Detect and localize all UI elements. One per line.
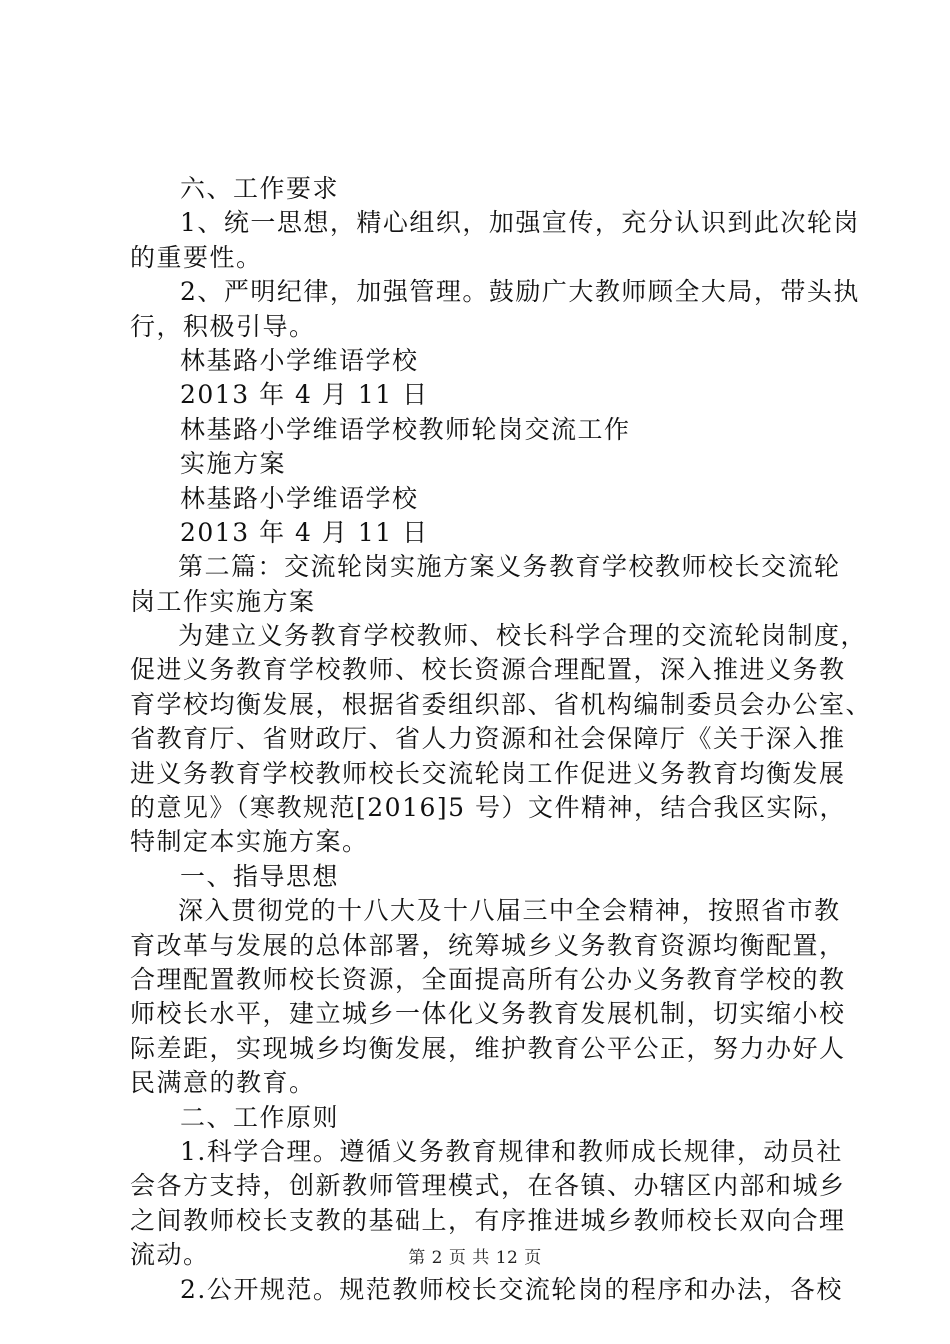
text-line: 师校长水平，建立城乡一体化义务教育发展机制，切实缩小校 bbox=[130, 999, 846, 1029]
text-line: 深入贯彻党的十八大及十八届三中全会精神，按照省市教 bbox=[178, 896, 841, 926]
text-line: 的重要性。 bbox=[130, 242, 263, 272]
text-line: 育改革与发展的总体部署，统筹城乡义务教育资源均衡配置， bbox=[130, 930, 846, 960]
text-line: 2013 年 4 月 11 日 bbox=[180, 380, 429, 410]
text-line: 进义务教育学校教师校长交流轮岗工作促进义务教育均衡发展 bbox=[130, 758, 846, 788]
text-line: 1.科学合理。遵循义务教育规律和教师成长规律，动员社 bbox=[180, 1136, 843, 1166]
text-line: 第二篇：交流轮岗实施方案义务教育学校教师校长交流轮 bbox=[178, 552, 841, 582]
text-line: 林基路小学维语学校教师轮岗交流工作 bbox=[180, 414, 631, 444]
page-footer: 第 2 页 共 12 页 bbox=[408, 1248, 542, 1268]
text-line: 林基路小学维语学校 bbox=[180, 345, 419, 375]
text-line: 合理配置教师校长资源，全面提高所有公办义务教育学校的教 bbox=[130, 964, 846, 994]
text-line: 岗工作实施方案 bbox=[130, 586, 316, 616]
text-line: 民满意的教育。 bbox=[130, 1068, 316, 1098]
text-line: 特制定本实施方案。 bbox=[130, 827, 369, 857]
text-line: 一、指导思想 bbox=[180, 861, 340, 891]
text-line: 省教育厅、省财政厅、省人力资源和社会保障厅《关于深入推 bbox=[130, 724, 846, 754]
text-line: 之间教师校长支教的基础上，有序推进城乡教师校长双向合理 bbox=[130, 1205, 846, 1235]
text-line: 促进义务教育学校教师、校长资源合理配置，深入推进义务教 bbox=[130, 655, 846, 685]
text-line: 的意见》（寒教规范[2016]5 号）文件精神，结合我区实际， bbox=[130, 793, 846, 823]
text-line: 2013 年 4 月 11 日 bbox=[180, 517, 429, 547]
text-line: 行，积极引导。 bbox=[130, 311, 316, 341]
text-line: 六、工作要求 bbox=[180, 174, 340, 203]
text-line: 育学校均衡发展，根据省委组织部、省机构编制委员会办公室、 bbox=[130, 689, 873, 719]
text-line: 二、工作原则 bbox=[180, 1102, 340, 1132]
document-body bbox=[130, 172, 873, 1307]
text-line: 林基路小学维语学校 bbox=[180, 483, 419, 513]
text-line: 际差距，实现城乡均衡发展，维护教育公平公正，努力办好人 bbox=[130, 1033, 846, 1063]
text-line: 会各方支持，创新教师管理模式，在各镇、办辖区内部和城乡 bbox=[130, 1171, 846, 1201]
text-line: 流动。 bbox=[130, 1240, 210, 1270]
text-line: 2.公开规范。规范教师校长交流轮岗的程序和办法，各校 bbox=[180, 1274, 843, 1304]
text-line: 2、严明纪律，加强管理。鼓励广大教师顾全大局，带头执 bbox=[180, 277, 860, 307]
text-line: 实施方案 bbox=[180, 449, 287, 479]
text-line: 1、统一思想，精心组织，加强宣传，充分认识到此次轮岗 bbox=[180, 208, 860, 238]
text-line: 为建立义务教育学校教师、校长科学合理的交流轮岗制度， bbox=[178, 621, 868, 651]
